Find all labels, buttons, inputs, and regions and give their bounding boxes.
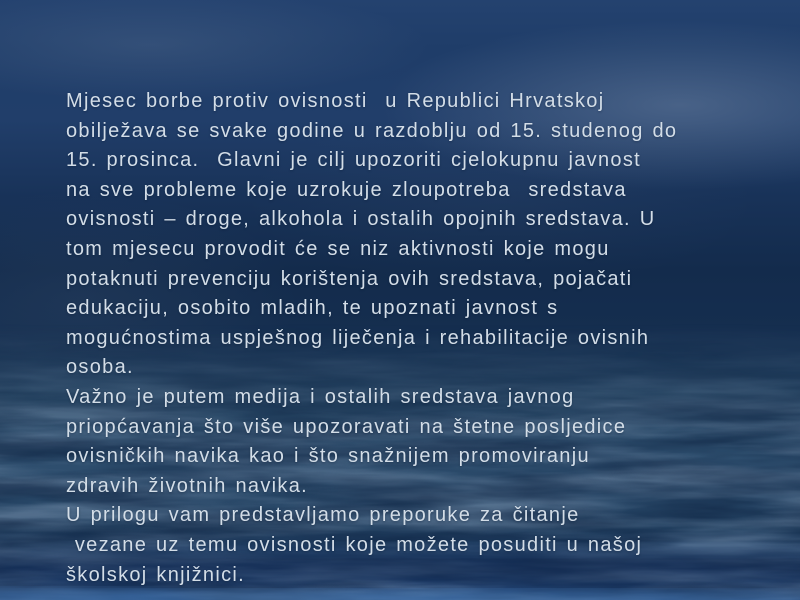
text-line: vezane uz temu ovisnosti koje možete posuditi u našoj bbox=[66, 533, 643, 556]
text-line: priopćavanja što više upozoravati na štetne posljedice bbox=[66, 415, 627, 438]
text-line: obilježava se svake godine u razdoblju od 15. studenog do bbox=[66, 119, 678, 142]
body-text bbox=[66, 87, 782, 590]
text-line: Važno je putem medija i ostalih sredstava javnog bbox=[66, 385, 575, 408]
text-line: tom mjesecu provodit će se niz aktivnosti koje mogu bbox=[66, 237, 610, 260]
text-line: ovisničkih navika kao i što snažnijem promoviranju bbox=[66, 445, 590, 468]
text-line: 15. prosinca. Glavni je cilj upozoriti cjelokupnu javnost bbox=[66, 149, 641, 172]
text-line: potaknuti prevenciju korištenja ovih sredstava, pojačati bbox=[66, 267, 633, 290]
text-line: na sve probleme koje uzrokuje zloupotreba sredstava bbox=[66, 178, 627, 201]
text-line: Mjesec borbe protiv ovisnosti u Republici Hrvatskoj bbox=[66, 90, 605, 112]
text-line: edukaciju, osobito mladih, te upoznati javnost s bbox=[66, 297, 559, 320]
text-line: mogućnostima uspješnog liječenja i rehabilitacije ovisnih bbox=[66, 326, 650, 349]
text-line: ovisnosti – droge, alkohola i ostalih opojnih sredstava. U bbox=[66, 208, 656, 231]
text-line: osoba. bbox=[66, 356, 134, 379]
text-line: zdravih životnih navika. bbox=[66, 474, 308, 497]
text-line: školskoj knjižnici. bbox=[66, 563, 245, 586]
text-line: U prilogu vam predstavljamo preporuke za čitanje bbox=[66, 504, 580, 527]
